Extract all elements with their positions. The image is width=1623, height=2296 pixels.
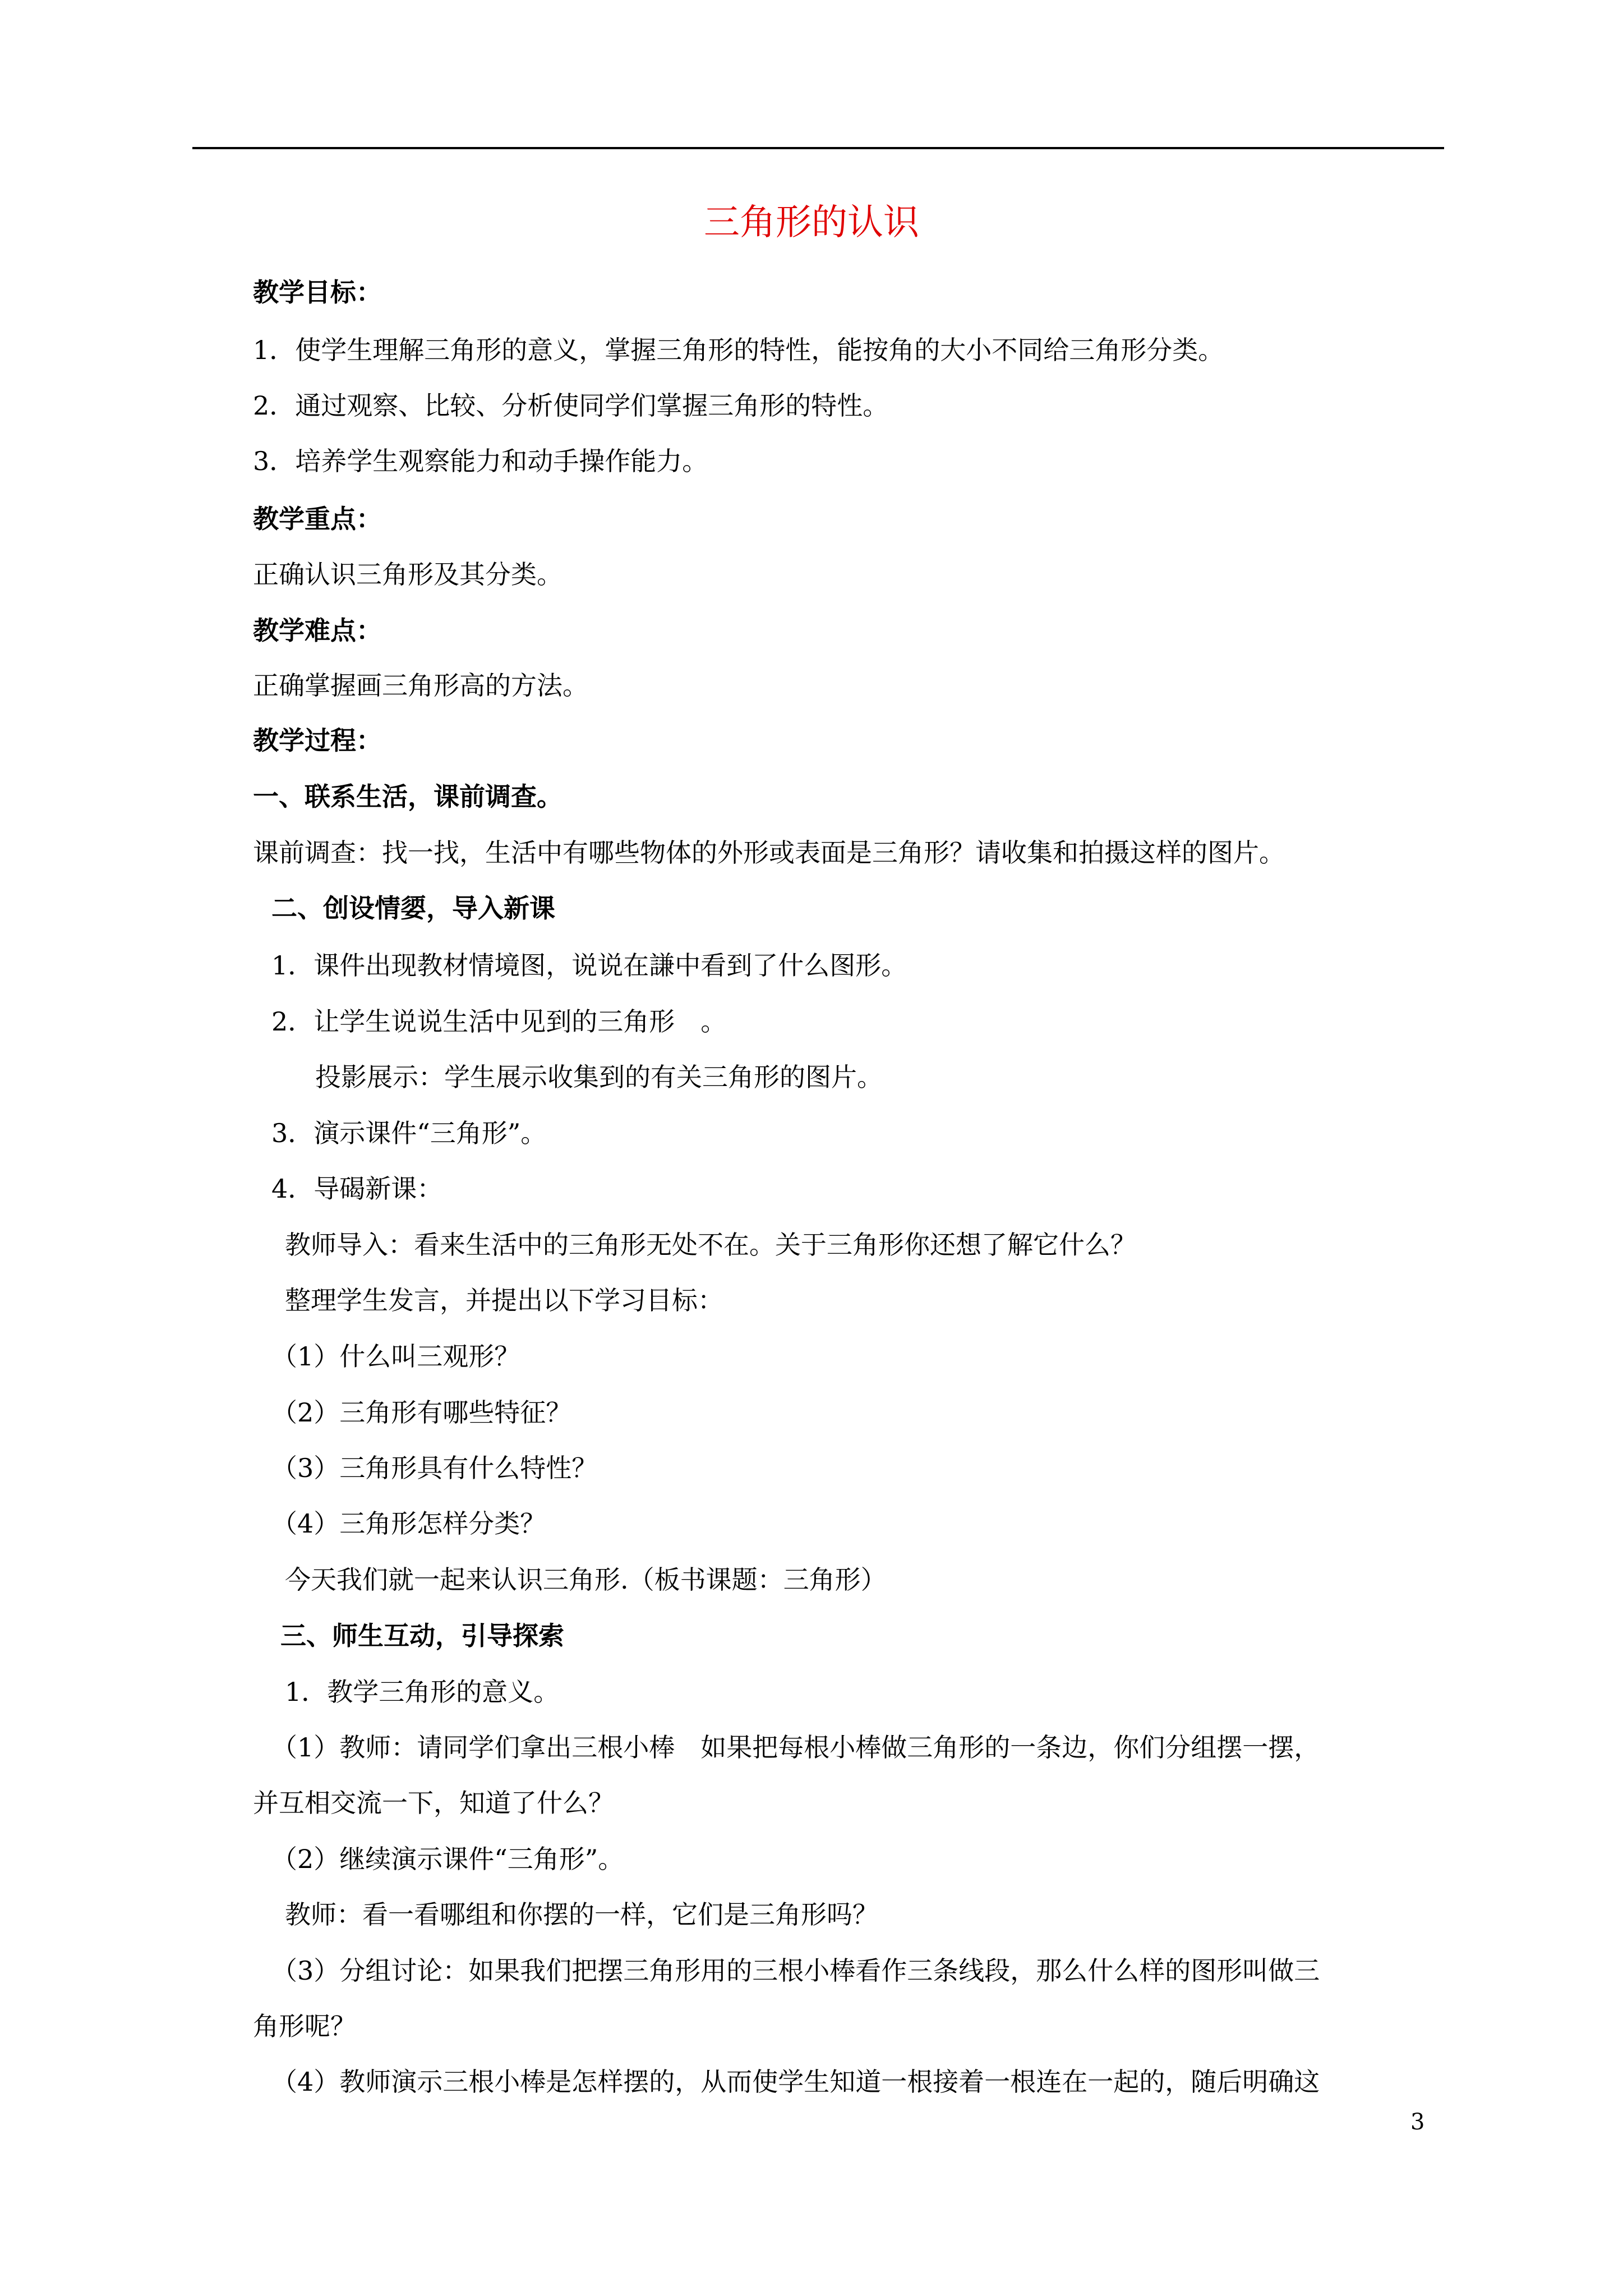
section-3-item-1: 1．教学三角形的意义。: [285, 1677, 560, 1707]
section-3-heading: 三、师生互动，引导探索: [280, 1621, 564, 1651]
key-points-text: 正确认识三角形及其分类。: [253, 559, 562, 590]
section-2-item-2: 2．让学生说说生活中见到的三角形 。: [271, 1006, 727, 1037]
step-3-line-2: 角形呢？: [253, 2011, 356, 2041]
section-2-item-1: 1．课件出现教材情境图，说说在謙中看到了什么图形。: [271, 950, 907, 981]
organize-statements: 整理学生发言，并提出以下学习目标：: [285, 1285, 723, 1315]
section-1-heading: 一、联系生活，课前调查。: [253, 781, 562, 812]
heading-difficulties: 教学难点：: [253, 615, 382, 646]
document-title: 三角形的认识: [704, 202, 919, 243]
projection-display: 投影展示：学生展示收集到的有关三角形的图片。: [315, 1062, 883, 1092]
step-3-line-1: （3）分组讨论：如果我们把摆三角形用的三根小棒看作三条线段，那么什么样的图形叫做三: [271, 1955, 1320, 1986]
learning-goal-2: （2）三角形有哪些特征？: [271, 1397, 572, 1428]
learning-goal-1: （1）什么叫三观形？: [271, 1341, 520, 1372]
step-1-line-2: 并互相交流一下，知道了什么？: [253, 1788, 614, 1818]
learning-goal-3: （3）三角形具有什么特性？: [271, 1453, 598, 1483]
header-rule: [192, 147, 1444, 149]
section-2-item-4: 4．导碣新课：: [271, 1174, 443, 1204]
step-2: （2）继续演示课件“三角形”。: [271, 1844, 624, 1874]
section-2-item-3: 3．演示课件“三角形”。: [271, 1118, 547, 1148]
page-number: 3: [1410, 2109, 1425, 2135]
pre-class-survey: 课前调查：找一找，生活中有哪些物体的外形或表面是三角形？请收集和拍摄这样的图片。: [253, 838, 1285, 868]
teacher-introduction: 教师导入：看来生活中的三角形无处不在。关于三角形你还想了解它什么？: [285, 1230, 1136, 1260]
today-topic: 今天我们就一起来认识三角形.（板书课题：三角形）: [285, 1565, 887, 1595]
learning-goal-4: （4）三角形怎样分类？: [271, 1508, 546, 1539]
difficulties-text: 正确掌握画三角形高的方法。: [253, 670, 588, 701]
objective-2: 2．通过观察、比较、分析使同学们掌握三角形的特性。: [253, 390, 889, 421]
heading-teaching-objectives: 教学目标：: [253, 277, 382, 307]
objective-3: 3．培养学生观察能力和动手操作能力。: [253, 446, 708, 476]
section-2-heading: 二、创设情媭，导入新课: [271, 893, 555, 923]
heading-teaching-process: 教学过程：: [253, 725, 382, 756]
heading-key-points: 教学重点：: [253, 504, 382, 534]
objective-1: 1．使学生理解三角形的意义，掌握三角形的特性，能按角的大小不同给三角形分类。: [253, 335, 1224, 365]
step-1-line-1: （1）教师：请同学们拿出三根小棒 如果把每根小棒做三角形的一条边，你们分组摆一摆，: [271, 1732, 1320, 1763]
teacher-question: 教师：看一看哪组和你摆的一样，它们是三角形吗？: [285, 1899, 878, 1930]
step-4-line-1: （4）教师演示三根小棒是怎样摆的，从而使学生知道一根接着一根连在一起的，随后明确这: [271, 2067, 1320, 2097]
